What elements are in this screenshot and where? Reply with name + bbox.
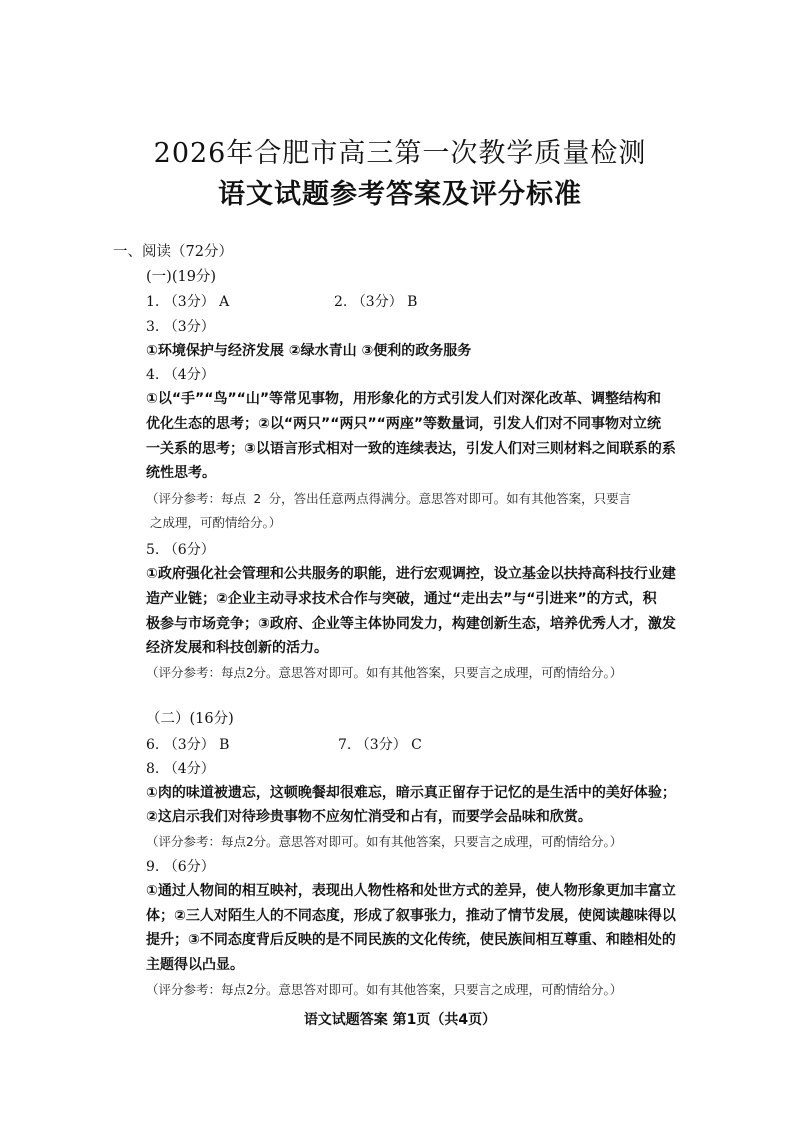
q9-scoring-note: （评分参考：每点2分。意思答对即可。如有其他答案，只要言之成理，可酌情给分。）	[146, 982, 623, 997]
q8-heading: 8. （4分）	[146, 761, 215, 777]
part2-heading: （二）(16分)	[146, 711, 234, 727]
q9-answer-line: ①通过人物间的相互映衬，表现出人物性格和处世方式的差异，使人物形象更加丰富立	[146, 883, 676, 899]
q6-answer: 6. （3分） B	[146, 737, 230, 753]
q4-answer-line: ①以“手”“鸟”“山”等常见事物，用形象化的方式引发人们对深化改革、调整结构和	[146, 391, 662, 407]
exam-title: 2026年合肥市高三第一次教学质量检测	[153, 138, 647, 169]
part1-heading: (一)(19分)	[146, 269, 217, 285]
q5-heading: 5. （6分）	[146, 542, 215, 558]
q5-answer-line: 经济发展和科技创新的活力。	[146, 640, 328, 656]
q3-answer: ①环境保护与经济发展 ②绿水青山 ③便利的政务服务	[146, 343, 472, 359]
q4-scoring-note: （评分参考：每点 2 分，答出任意两点得满分。意思答对即可。如有其他答案，只要言	[146, 491, 632, 506]
q5-answer-line: ①政府强化社会管理和公共服务的职能，进行宏观调控，设立基金以扶持高科技行业建	[146, 566, 676, 582]
q9-answer-line: 提升；③不同态度背后反映的是不同民族的文化传统，使民族间相互尊重、和睦相处的	[146, 932, 676, 948]
q4-scoring-note: 之成理，可酌情给分。）	[150, 515, 282, 530]
q4-heading: 4. （4分）	[146, 367, 215, 383]
page-footer: 语文试题答案 第1页（共4页）	[303, 1012, 497, 1028]
q8-answer-line: ②这启示我们对待珍贵事物不应匆忙消受和占有，而要学会品味和欣赏。	[146, 809, 592, 825]
q5-scoring-note: （评分参考：每点2分。意思答对即可。如有其他答案，只要言之成理，可酌情给分。）	[146, 665, 623, 680]
q1-answer: 1. （3分） A	[146, 294, 230, 310]
q9-answer-line: 体；②三人对陌生人的不同态度，形成了叙事张力，推动了情节发展，使阅读趣味得以	[146, 908, 676, 924]
q4-answer-line: 一关系的思考；③以语言形式相对一致的连续表达，引发人们对三则材料之间联系的系	[146, 441, 676, 457]
q9-heading: 9. （6分）	[146, 859, 215, 875]
section-reading-heading: 一、阅读（72分）	[113, 244, 233, 260]
q3-heading: 3. （3分）	[146, 319, 215, 335]
q8-scoring-note: （评分参考：每点2分。意思答对即可。如有其他答案，只要言之成理，可酌情给分。）	[146, 834, 623, 849]
document-subtitle: 语文试题参考答案及评分标准	[218, 179, 582, 210]
q9-answer-line: 主题得以凸显。	[146, 957, 244, 973]
q7-answer: 7. （3分） C	[338, 737, 422, 753]
q8-answer-line: ①肉的味道被遗忘，这顿晚餐却很难忘，暗示真正留存于记忆的是生活中的美好体验；	[146, 785, 676, 801]
q4-answer-line: 优化生态的思考；②以“两只”“两只”“两座”等数量词，引发人们对不同事物对立统	[146, 416, 662, 432]
q4-answer-line: 统性思考。	[146, 465, 216, 481]
q5-answer-line: 造产业链；②企业主动寻求技术合作与突破，通过“走出去”与“引进来”的方式，积	[146, 591, 657, 607]
q5-answer-line: 极参与市场竞争；③政府、企业等主体协同发力，构建创新生态，培养优秀人才，激发	[146, 616, 676, 632]
q2-answer: 2. （3分） B	[334, 294, 418, 310]
